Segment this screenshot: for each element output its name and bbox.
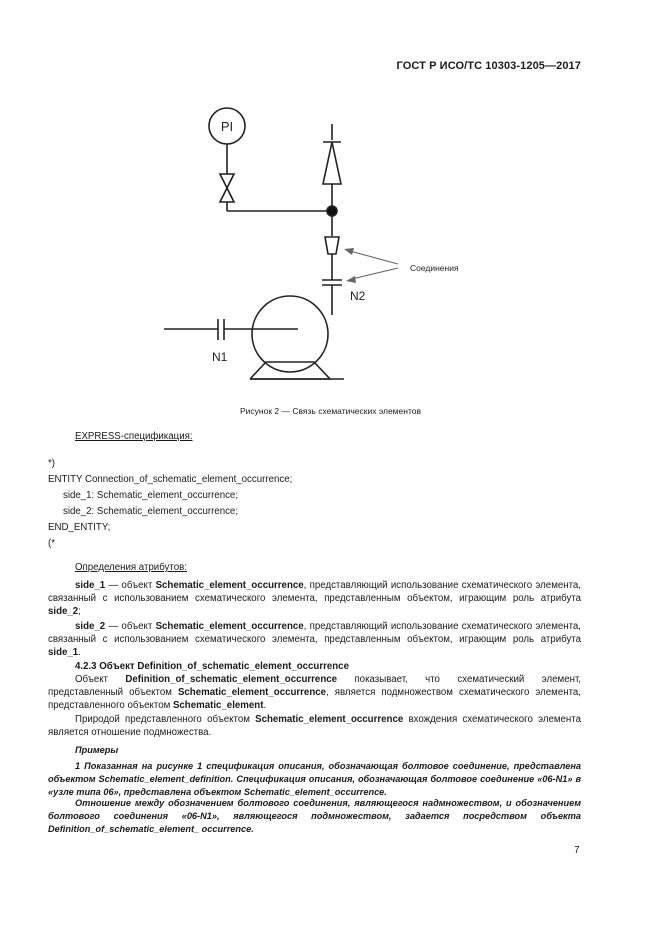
attr-ref: side_1 [48, 647, 79, 659]
document-header: ГОСТ Р ИСО/ТС 10303-1205—2017 [396, 60, 581, 72]
text: ; [78, 606, 81, 618]
attribute-side1 [48, 579, 581, 619]
n2-label: N2 [350, 289, 366, 303]
check-valve-symbol [323, 142, 341, 184]
text: , является подмножеством схематического элемента, представленного объектом [48, 687, 581, 712]
section-paragraph-2 [48, 713, 581, 739]
schematic-figure [150, 100, 459, 390]
section-heading: 4.2.3 Объект Definition_of_schematic_element_occurrence [75, 661, 349, 672]
attribute-side2 [48, 620, 581, 660]
text: . [263, 700, 267, 712]
valve-symbol [220, 174, 234, 202]
attr-name: side_1 [75, 580, 106, 591]
text: вхождения схематического элемента является отношение подмножества. [48, 714, 581, 739]
entity-ref: Definition_of_schematic_element_occurrence [125, 674, 338, 685]
reducer-symbol [325, 237, 339, 254]
connections-label: Соединения [410, 263, 459, 273]
text: показывает, что схематический элемент, представленный объектом [48, 674, 581, 699]
example-1: 1 Показанная на рисунке 1 спецификация описания, обозначающая болтовое соединение, представлена объектом Schematic_element_definition. Спецификация описания, обозначающая болтовое соединение «06-N1» в «узле типа 06», представлена объектом Schematic_element_occurrence. [48, 761, 581, 797]
entity-ref: Schematic_element [172, 700, 264, 712]
junction-node [327, 206, 337, 216]
text: — объект [105, 621, 156, 632]
section-paragraph-1 [48, 673, 581, 713]
entity-ref: Schematic_element_occurrence [155, 580, 304, 591]
code-line: side_1: Schematic_element_occurrence; [63, 490, 239, 501]
code-line: side_2: Schematic_element_occurrence; [63, 506, 239, 517]
pi-label: PI [220, 119, 234, 134]
code-line: (* [48, 538, 55, 549]
text: , представляющий использование схематического элемента, связанный с использованием схематического элемента, представленным объектом, играющим роль атрибута [48, 580, 581, 605]
page-number: 7 [574, 845, 580, 856]
code-line: END_ENTITY; [48, 522, 111, 533]
code-line: *) [48, 458, 55, 469]
attr-name: side_2 [75, 621, 106, 632]
code-line: ENTITY Connection_of_schematic_element_occurrence; [48, 474, 293, 485]
n1-label: N1 [212, 350, 228, 364]
figure-caption: Рисунок 2 — Связь схематических элементов [239, 406, 421, 416]
attributes-heading: Определения атрибутов: [75, 562, 187, 573]
text: Природой представленного объектом [75, 714, 256, 725]
text: — объект [105, 580, 156, 591]
pump-symbol [252, 296, 328, 372]
text: . [78, 647, 81, 659]
entity-ref: Schematic_element_occurrence [177, 687, 327, 699]
express-code [48, 456, 292, 552]
express-heading: EXPRESS-спецификация: [75, 431, 193, 442]
attr-ref: side_2 [48, 606, 79, 618]
entity-ref: Schematic_element_occurrence [255, 714, 404, 725]
examples-heading: Примеры [75, 745, 119, 755]
text: , представляющий использование схематического элемента, связанный с использованием схематического элемента, представленным объектом, играющим роль атрибута [48, 621, 581, 646]
text: Объект [75, 674, 126, 685]
entity-ref: Schematic_element_occurrence [155, 621, 304, 632]
example-2: Отношение между обозначением болтового соединения, являющегося надмножеством, и обозначением болтового соединения «06-N1», являющегося подмножеством, задается посредством объекта Definition_of_schematic_element_ occurrence. [48, 798, 581, 834]
